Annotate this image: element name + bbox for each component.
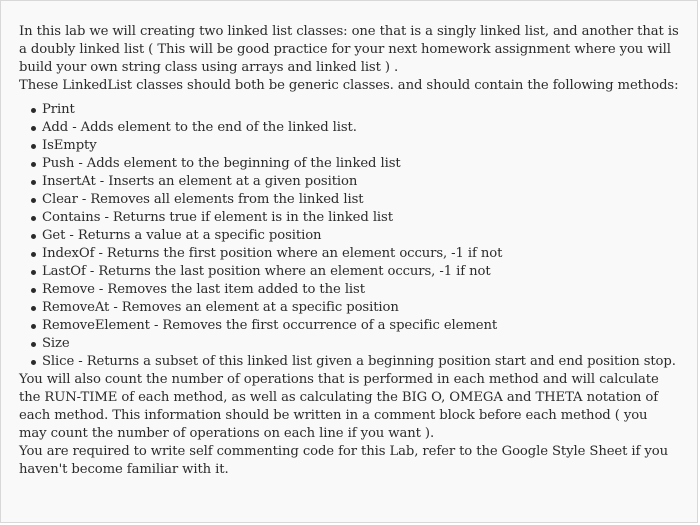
list-item	[31, 263, 679, 281]
bullet-icon	[31, 216, 36, 221]
list-item	[31, 119, 679, 137]
list-item	[31, 227, 679, 245]
bullet-icon	[31, 360, 36, 365]
style-paragraph: You are required to write self commenting code for this Lab, refer to the Google Style Sheet if you haven't become familiar with it.	[19, 444, 668, 477]
bullet-icon	[31, 162, 36, 167]
method-text: Get - Returns a value at a specific position	[42, 228, 322, 243]
method-text: Remove - Removes the last item added to the list	[42, 282, 365, 297]
method-text: Clear - Removes all elements from the linked list	[42, 192, 364, 207]
list-item	[31, 281, 679, 299]
list-item	[31, 173, 679, 191]
method-text: Slice - Returns a subset of this linked list given a beginning position start and end position stop.	[42, 354, 676, 369]
methods-list	[19, 101, 679, 371]
intro-paragraph: In this lab we will creating two linked list classes: one that is a singly linked list, and another that is a doubly linked list ( This will be good practice for your next homework assignment where you will build your own string class using arrays and linked list ) .	[19, 24, 679, 75]
bullet-icon	[31, 288, 36, 293]
operations-paragraph: You will also count the number of operations that is performed in each method and will calculate the RUN-TIME of each method, as well as calculating the BIG O, OMEGA and THETA notation of each method. This information should be written in a comment block before each method ( you may count the number of operations on each line if you want ).	[19, 372, 659, 441]
method-text: Print	[42, 102, 75, 117]
method-text: LastOf - Returns the last position where an element occurs, -1 if not	[42, 264, 491, 279]
list-item	[31, 353, 679, 371]
bullet-icon	[31, 234, 36, 239]
list-item	[31, 317, 679, 335]
bullet-icon	[31, 306, 36, 311]
list-item	[31, 155, 679, 173]
requirements-line: These LinkedList classes should both be generic classes. and should contain the following methods:	[19, 78, 679, 93]
list-item	[31, 209, 679, 227]
bullet-icon	[31, 324, 36, 329]
bullet-icon	[31, 144, 36, 149]
list-item	[31, 245, 679, 263]
method-text: RemoveElement - Removes the first occurrence of a specific element	[42, 318, 498, 333]
list-item	[31, 191, 679, 209]
list-item	[31, 101, 679, 119]
bullet-icon	[31, 270, 36, 275]
bullet-icon	[31, 126, 36, 131]
method-text: Size	[42, 336, 70, 351]
list-item	[31, 299, 679, 317]
document-content	[19, 23, 679, 479]
method-text: RemoveAt - Removes an element at a specific position	[42, 300, 399, 315]
list-item	[31, 335, 679, 353]
bullet-icon	[31, 108, 36, 113]
method-text: IsEmpty	[42, 138, 97, 153]
method-text: Add - Adds element to the end of the linked list.	[42, 120, 357, 135]
bullet-icon	[31, 252, 36, 257]
list-item	[31, 137, 679, 155]
bullet-icon	[31, 342, 36, 347]
method-text: Contains - Returns true if element is in the linked list	[42, 210, 393, 225]
method-text: Push - Adds element to the beginning of the linked list	[42, 156, 401, 171]
bullet-icon	[31, 198, 36, 203]
bullet-icon	[31, 180, 36, 185]
method-text: InsertAt - Inserts an element at a given position	[42, 174, 358, 189]
method-text: IndexOf - Returns the first position where an element occurs, -1 if not	[42, 246, 503, 261]
